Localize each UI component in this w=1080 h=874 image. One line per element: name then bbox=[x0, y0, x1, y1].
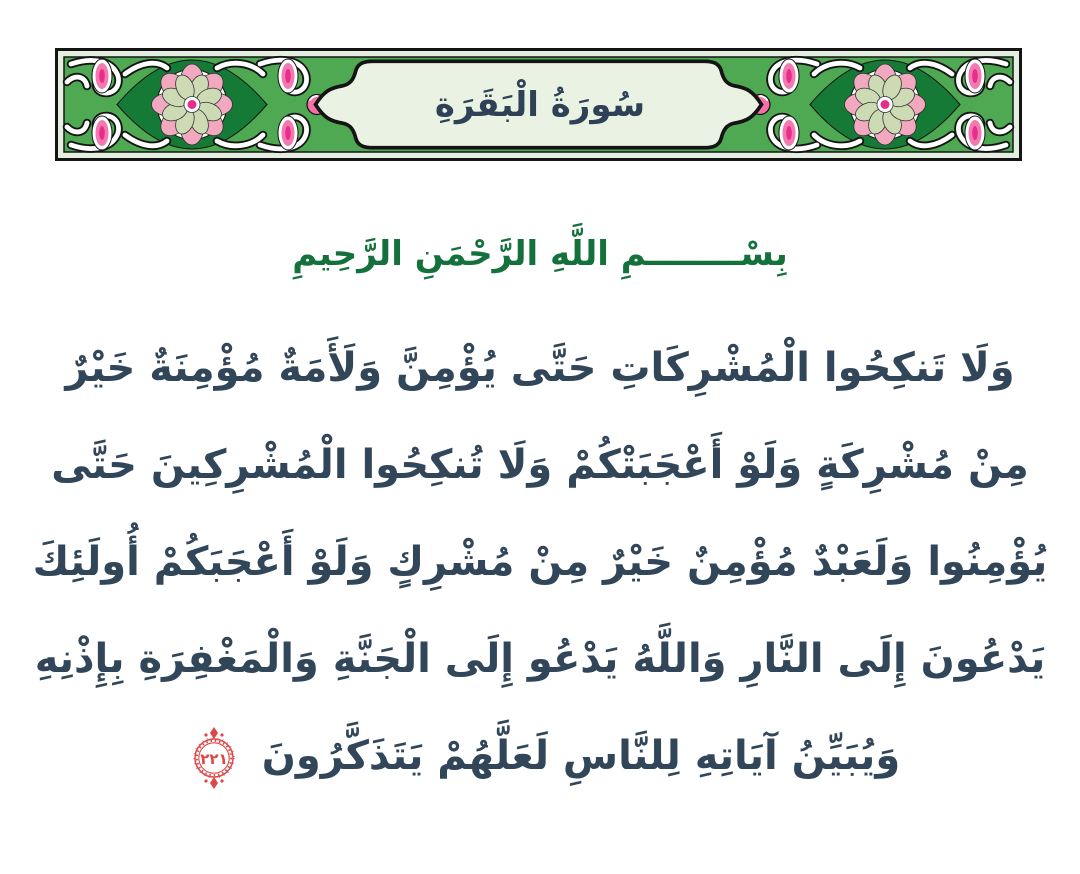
verse-line bbox=[30, 611, 1050, 708]
verse-line-text: يُؤْمِنُوا وَلَعَبْدٌ مُؤْمِنٌ خَيْرٌ مِنْ مُشْرِكٍ وَلَوْ أَعْجَبَكُمْ أُولَئِكَ bbox=[32, 539, 1048, 585]
verse-line bbox=[30, 417, 1050, 514]
verse-line-text: مِنْ مُشْرِكَةٍ وَلَوْ أَعْجَبَتْكُمْ وَلَا تُنكِحُوا الْمُشْرِكِينَ حَتَّى bbox=[51, 442, 1029, 488]
basmala: بِسْــــــــمِ اللَّهِ الرَّحْمَنِ الرَّحِيمِ bbox=[292, 234, 788, 274]
verse-number-medallion-icon bbox=[192, 726, 236, 790]
verse-line-text: وَيُبَيِّنُ آيَاتِهِ لِلنَّاسِ لَعَلَّهُمْ يَتَذَكَّرُونَ bbox=[261, 733, 901, 779]
verse-line bbox=[30, 708, 1050, 805]
surah-title: سُورَةُ الْبَقَرَةِ bbox=[434, 85, 646, 125]
verse-block bbox=[30, 320, 1050, 805]
verse-line bbox=[30, 514, 1050, 611]
verse-number: ٢٢١ bbox=[200, 750, 228, 768]
verse-line-text: يَدْعُونَ إِلَى النَّارِ وَاللَّهُ يَدْعُو إِلَى الْجَنَّةِ وَالْمَغْفِرَةِ بِإِذْنِهِ bbox=[34, 636, 1046, 682]
verse-line-text: وَلَا تَنكِحُوا الْمُشْرِكَاتِ حَتَّى يُؤْمِنَّ وَلَأَمَةٌ مُؤْمِنَةٌ خَيْرٌ bbox=[65, 345, 1015, 391]
verse-line bbox=[30, 320, 1050, 417]
